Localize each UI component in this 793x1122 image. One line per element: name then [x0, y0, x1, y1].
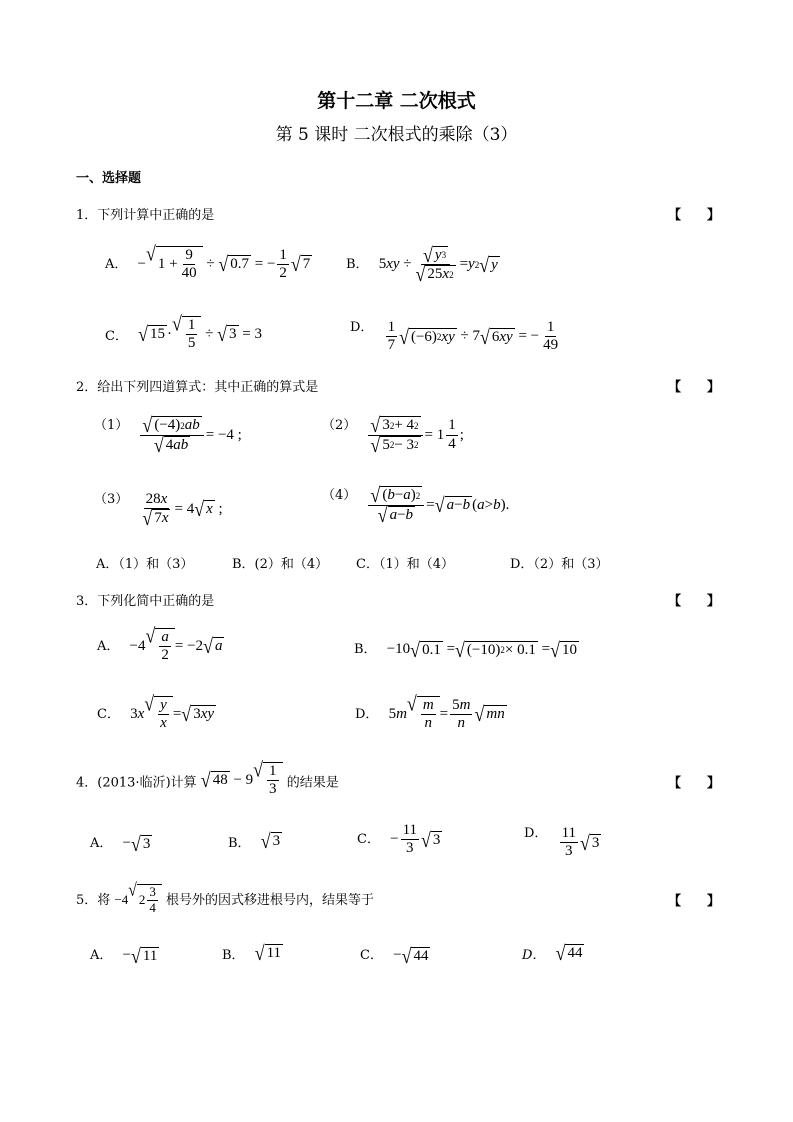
question-1-text: 下列计算中正确的是	[97, 208, 215, 223]
q5-option-d[interactable]: D． √ 44	[522, 941, 583, 965]
q5-option-c[interactable]: C． − √ 44	[360, 944, 429, 967]
q2-option-b[interactable]: B．(2）和（4）	[232, 557, 329, 572]
question-5-stem	[76, 880, 374, 916]
q1-option-c[interactable]: C． √ 15 · √ $\frac{1}{5}$ ÷ √ 3 = 3	[105, 312, 262, 352]
q2-option-c[interactable]: C．（1）和（4）	[356, 557, 454, 572]
q3-option-c[interactable]: C． 3 x √ $\frac{y}{x}$ = √ 3 xy	[97, 692, 215, 732]
question-3-number: 3．	[76, 594, 98, 609]
question-4-prefix: (2013·临沂)计算	[97, 775, 197, 791]
q2-expression-2: （2） √ 3 2 + 4 2 √ 5 2 − 3 2 = 1 $\frac{1}{4}$ ;	[322, 413, 464, 457]
q4-option-c[interactable]: C． − $\frac{11}{3}$ √ 3	[357, 822, 441, 857]
q5-option-b[interactable]: B． √ 11	[222, 941, 282, 965]
question-5-answer-bracket[interactable]: 【 】	[668, 894, 721, 909]
question-4-answer-bracket[interactable]: 【 】	[668, 776, 721, 791]
question-1-stem	[76, 204, 214, 223]
q1-option-d[interactable]: D． $\frac{1}{7}$ √ (−6) 2 xy ÷ 7 √ 6 xy = − $\frac{1}{49}$	[350, 316, 562, 355]
q1-option-a-formula: − √ 1 + $\frac{9}{40}$ ÷ √ 0.7 = − $\frac{1}{2}$ √ 7	[137, 242, 311, 282]
question-3-stem	[76, 590, 214, 609]
q2-expression-4: （4） √ ( b − a ) 2 √ a − b = √ a − b ( a > b ).	[322, 483, 510, 527]
question-3-text: 下列化简中正确的是	[97, 594, 215, 609]
question-4-formula: √ 48 − 9 √ $\frac{1}{3}$	[201, 762, 283, 799]
q5-option-a[interactable]: A． − √ 11	[90, 944, 158, 967]
question-2-stem	[76, 376, 318, 395]
question-4-number: 4．	[76, 775, 98, 791]
lesson-subtitle: 第 5 课时 二次根式的乘除（3）	[275, 125, 518, 145]
q1-option-d-formula: $\frac{1}{7}$ √ (−6) 2 xy ÷ 7 √ 6 xy = − $\frac{1}{49}$	[387, 319, 559, 354]
question-5-prefix: 将	[97, 892, 111, 908]
question-5-formula: −4 √ 2 $\frac{3}{4}$	[114, 884, 161, 916]
q1-option-c-formula: √ 15 · √ $\frac{1}{5}$ ÷ √ 3 = 3	[138, 312, 262, 352]
q2-expression-3: （3） 28x √ 7 x = 4 √ x ;	[94, 491, 223, 530]
q3-option-a[interactable]: A． −4 √ $\frac{a}{2}$ = −2 √ a	[97, 624, 223, 664]
q2-option-a[interactable]: A．（1）和（3）	[96, 557, 194, 572]
question-2-answer-bracket[interactable]: 【 】	[668, 380, 721, 395]
question-4-suffix: 的结果是	[286, 775, 339, 791]
q4-option-a[interactable]: A． − √ 3	[90, 832, 151, 855]
q1-option-b[interactable]: B． 5 xy ÷ √ y 3 √ 25 x 2 = y 2 √ y	[346, 243, 498, 286]
question-4-stem	[76, 758, 339, 799]
question-1-answer-bracket[interactable]: 【 】	[668, 208, 721, 223]
q1-option-b-formula: 5 xy ÷ √ y 3 √ 25 x 2 = y 2 √ y	[378, 243, 498, 286]
q3-option-d[interactable]: D． 5 m √ $\frac{m}{n}$ = $\frac{5m}{n}$ √ mn	[355, 692, 505, 732]
question-3-answer-bracket[interactable]: 【 】	[668, 594, 721, 609]
q4-option-d[interactable]: D． $\frac{11}{3}$ √ 3	[524, 825, 600, 860]
q4-option-b[interactable]: B． √ 3	[228, 829, 281, 853]
question-2-text: 给出下列四道算式：其中正确的算式是	[97, 380, 319, 395]
q1-option-a[interactable]: A． − √ 1 + $\frac{9}{40}$ ÷ √ 0.7 = − $\frac{1}{2}$ √ 7	[105, 242, 311, 282]
chapter-title: 第十二章 二次根式	[317, 90, 476, 112]
question-1-number: 1．	[76, 208, 98, 223]
section-heading: 一、选择题	[76, 171, 142, 186]
question-2-number: 2．	[76, 380, 98, 395]
q2-option-d[interactable]: D．（2）和（3）	[510, 557, 609, 572]
question-5-suffix: 根号外的因式移进根号内，结果等于	[165, 892, 374, 908]
question-5-number: 5．	[76, 892, 98, 908]
q3-option-b[interactable]: B． −10 √ 0.1 = √ (−10) 2 × 0.1 = √ 10	[354, 638, 577, 661]
q2-expression-1: （1） √ (−4) 2 ab √ 4 ab = −4 ;	[94, 413, 242, 457]
